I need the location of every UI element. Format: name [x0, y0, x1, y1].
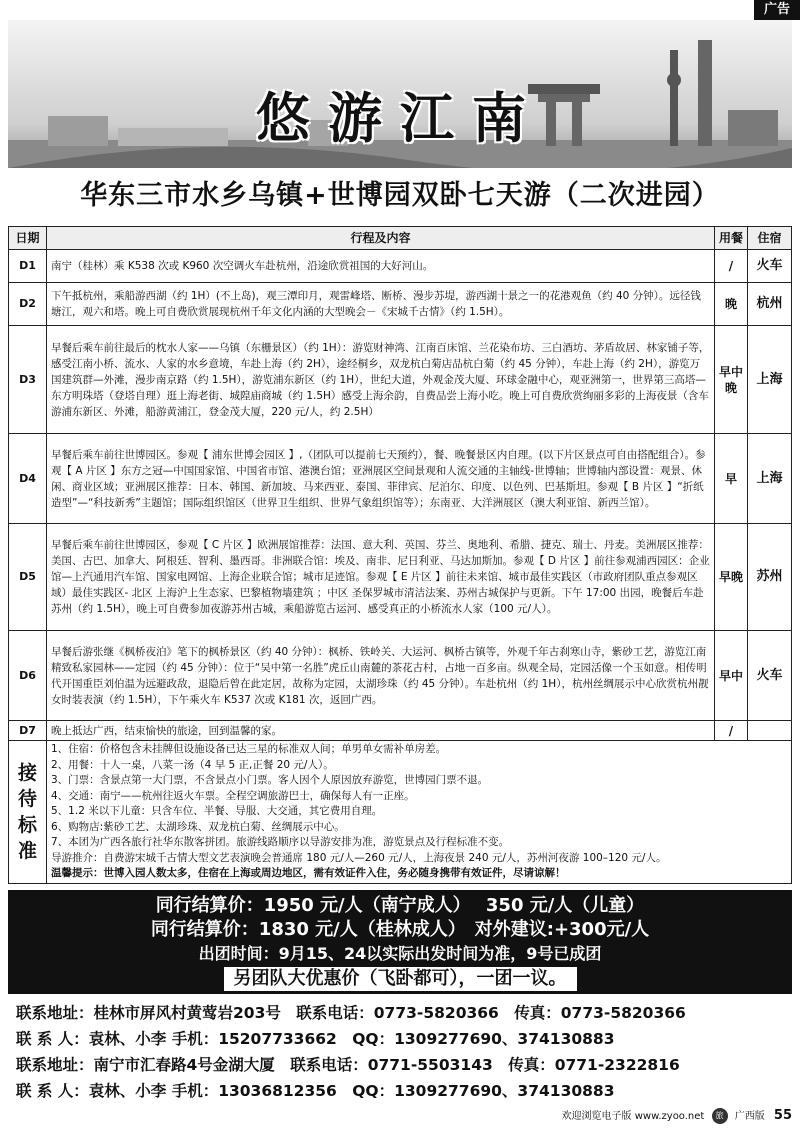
standards-row [9, 741, 792, 884]
meal-cell: 早中 [715, 631, 748, 721]
table-header [9, 227, 792, 250]
table-row [9, 283, 792, 326]
day-cell: D2 [9, 283, 47, 326]
day-cell: D6 [9, 631, 47, 721]
stay-cell: 上海 [748, 326, 792, 434]
page-footer [500, 1106, 792, 1126]
page-number: 55 [773, 1108, 792, 1123]
content-cell: 下午抵杭州，乘船游西湖（约 1H）(不上岛)，观三潭印月，观雷峰塔、断桥、漫步苏堤，游西湖十景之一的花港观鱼（约 40 分钟）。远径钱塘江，观六和塔。晚上可自费欣赏展现杭州千年文化内涵的大型晚会－《宋城千古情》（约 1.5H）。 [47, 283, 715, 326]
stay-cell [748, 721, 792, 741]
stay-cell: 火车 [748, 250, 792, 283]
standard-item: 2、用餐：十人一桌，八菜一汤（4 早 5 正,正餐 20 元/人）。 [51, 758, 334, 771]
header-content: 行程及内容 [47, 227, 715, 250]
header-meal: 用餐 [715, 227, 748, 250]
standard-item: 6、购物店:紫砂工艺、太湖珍珠、双龙杭白菊、丝绸展示中心。 [51, 820, 345, 833]
qq: QQ：1309277690、374130883 [352, 1082, 615, 1100]
content-cell: 早餐后游张继《枫桥夜泊》笔下的枫桥景区（约 40 分钟）：枫桥、铁岭关、大运河、枫桥古镇等，外观千年古刹寒山寺，紫砂工艺，游览江南精致私家园林——定园（约 45 分钟）：位于“吴中第一名胜”虎丘山南麓的茶花古村，占地一百多亩。纵观全局，定园活像一个玉如意。相传明代开国重臣刘伯温为远避政敌，退隐后曾在此定居，故称为定园，太湖珍珠（约 45 分钟）。车赴杭州（约 1H），杭州丝绸展示中心欣赏杭州靓女时装表演（约 1.5H），下午乘火车 K537 次或 K181 次，返回广西。 [47, 631, 715, 721]
price-guilin: 同行结算价：1830 元/人（桂林成人） 对外建议:+300元/人 [150, 919, 650, 940]
content-cell: 早餐后乘车前往世博园区，参观【 C 片区 】欧洲展馆推荐：法国、意大利、英国、芬兰、奥地利、希腊、捷克、瑞士、丹麦。美洲展区推荐：美国、古巴、加拿大、阿根廷、智利、墨西哥。非洲联合馆：埃及、南非、尼日利亚、马达加斯加。参观【 D 片区 】前往参观浦西园区：企业馆—上汽通用汽车馆、国家电网馆、上海企业联合馆；城市足迹馆。参观【 E 片区 】前往未来馆、城市最佳实践区（市政府团队重点参观区域）最佳实践区- 北区 上海沪上生态家、巴黎植物墙建筑 ；中区 圣保罗城市清洁法案、苏州古城保护与更新。下午 17:00 出园，晚餐后车赴苏州（约 1.5H），晚上可自费参加夜游苏州古城，乘船游览古运河、感受真正的小桥流水人家（100 元/人）。 [47, 524, 715, 631]
day-cell: D4 [9, 434, 47, 524]
stay-cell: 苏州 [748, 524, 792, 631]
banner [8, 20, 792, 168]
standards-label: 接待标准 [9, 741, 47, 884]
contact-guilin-address [16, 1000, 792, 1026]
qq: QQ：1309277690、374130883 [352, 1030, 615, 1048]
footer-text: 欢迎浏览电子版 www.zyoo.net [561, 1111, 705, 1122]
phone: 联系电话：0773-5820366 [296, 1004, 499, 1022]
table-row [9, 631, 792, 721]
price-nanning: 同行结算价：1950 元/人（南宁成人） 350 元/人（儿童） [155, 895, 645, 916]
header-day: 日期 [9, 227, 47, 250]
itinerary-table [8, 226, 792, 884]
stay-cell: 杭州 [748, 283, 792, 326]
table-row [9, 326, 792, 434]
warm-tip: 温馨提示：世博入园人数太多，住宿在上海或周边地区，需有效证件入住，务必随身携带有效证件，尽请谅解！ [51, 867, 566, 879]
banner-title: 悠游江南 [256, 86, 544, 150]
content-cell: 早餐后乘车前往世博园区。参观【 浦东世博会园区 】,（团队可以提前七天预约），餐、晚餐景区内自理。(以下片区景点可自由搭配组合）。参观【 A 片区 】东方之冠—中国国家馆、中国省市馆、港澳台馆；亚洲展区空间景观和人流交通的主轴线-世博轴；世博轴内部设置：观景、休闲、商业区域；亚洲展区推荐：日本、韩国、新加坡、马来西亚、泰国、菲律宾、尼泊尔、印度、以色列、巴基斯坦。参观【 B 片区 】“折纸造型”—“科技新秀”主题馆；国际组织馆区（世界卫生组织、世界气象组织馆等）；东南亚、大洋洲展区（澳大利亚馆、新西兰馆）。 [47, 434, 715, 524]
address: 联系地址：南宁市汇春路4号金湖大厦 [16, 1056, 275, 1074]
publisher-logo-icon: 旅 [712, 1108, 728, 1124]
content-cell: 晚上抵达广西，结束愉快的旅途，回到温馨的家。 [47, 721, 715, 741]
guide-recommendation: 导游推介：自费游宋城千古情大型文艺表演晚会普通席 180 元/人—260 元/人，上海夜景 240 元/人，苏州河夜游 100–120 元/人。 [51, 851, 667, 864]
meal-cell: 早 [715, 434, 748, 524]
price-box [8, 890, 792, 994]
day-cell: D5 [9, 524, 47, 631]
standard-item: 3、门票：含景点第一大门票，不含景点小门票。客人因个人原因放弃游览，世博园门票不退。 [51, 774, 489, 786]
departure-dates: 出团时间：9月15、24以实际出发时间为准，9号已成团 [198, 944, 602, 963]
standard-item: 5、1.2 米以下儿童：只含车位、半餐、导服、大交通，其它费用自理。 [51, 805, 383, 817]
table-row [9, 721, 792, 741]
header-stay: 住宿 [748, 227, 792, 250]
contact-nanning-address [16, 1052, 792, 1078]
fax: 传真：0771-2322816 [508, 1056, 680, 1074]
day-cell: D7 [9, 721, 47, 741]
group-discount: 另团队大优惠价（飞卧都可），一团一议。 [224, 967, 577, 991]
meal-cell: / [715, 721, 748, 741]
content-cell: 南宁（桂林）乘 K538 次或 K960 次空调火车赴杭州，沿途欣赏祖国的大好河山。 [47, 250, 715, 283]
standard-item: 1、住宿：价格包含未挂牌但设施设备已达三星的标准双人间；单男单女需补单房差。 [51, 743, 447, 755]
meal-cell: 晚 [715, 283, 748, 326]
standards-content [47, 741, 792, 884]
contact-person: 联 系 人：袁林、小李 手机：15207733662 [16, 1030, 337, 1048]
table-row [9, 524, 792, 631]
contact-person: 联 系 人：袁林、小李 手机：13036812356 [16, 1082, 337, 1100]
meal-cell: 早中晚 [715, 326, 748, 434]
phone: 联系电话：0771-5503143 [290, 1056, 493, 1074]
table-row [9, 250, 792, 283]
address: 联系地址：桂林市屏风村黄莺岩203号 [16, 1004, 281, 1022]
table-row [9, 434, 792, 524]
standard-item: 4、交通：南宁——杭州往返火车票。全程空调旅游巴士，确保每人有一正座。 [51, 789, 415, 802]
standard-item: 7、本团为广西各旅行社华东散客拼团。旅游线路顺序以导游安排为准，游览景点及行程标准不变。 [51, 836, 510, 848]
fax: 传真：0773-5820366 [514, 1004, 686, 1022]
tour-title: 华东三市水乡乌镇+世博园双卧七天游（二次进园） [80, 180, 720, 211]
edition-label: 广西版 [734, 1111, 765, 1122]
meal-cell: / [715, 250, 748, 283]
ad-tag: 广告 [754, 0, 800, 20]
day-cell: D1 [9, 250, 47, 283]
meal-cell: 早晚 [715, 524, 748, 631]
stay-cell: 火车 [748, 631, 792, 721]
stay-cell: 上海 [748, 434, 792, 524]
day-cell: D3 [9, 326, 47, 434]
content-cell: 早餐后乘车前往最后的枕水人家——乌镇（东栅景区）（约 1H）：游览财神湾、江南百床馆、兰花染布坊、三白酒坊、茅盾故居、林家铺子等，感受江南小桥、流水、人家的水乡意境，车赴上海（约 2H），途经桐乡，双龙杭白菊店品杭白菊（约 45 分钟），车赴上海（约 2H），游览万国建筑群—外滩，漫步南京路（约 1.5H），游览浦东新区（约 1H），世纪大道，外观金茂大厦、环球金融中心，观亚洲第一，世界第三高塔—东方明珠塔（登塔自理）逛上海老街、城隍庙商城（约 1.5H）感受上海余韵，自费品尝上海小吃。晚上可自费欣赏绚丽多彩的上海夜景（含车游浦东新区、外滩，船游黄浦江，登金茂大厦，220 元/人，约 2.5H） [47, 326, 715, 434]
contact-guilin-person [16, 1026, 792, 1052]
contact-nanning-person [16, 1078, 792, 1104]
